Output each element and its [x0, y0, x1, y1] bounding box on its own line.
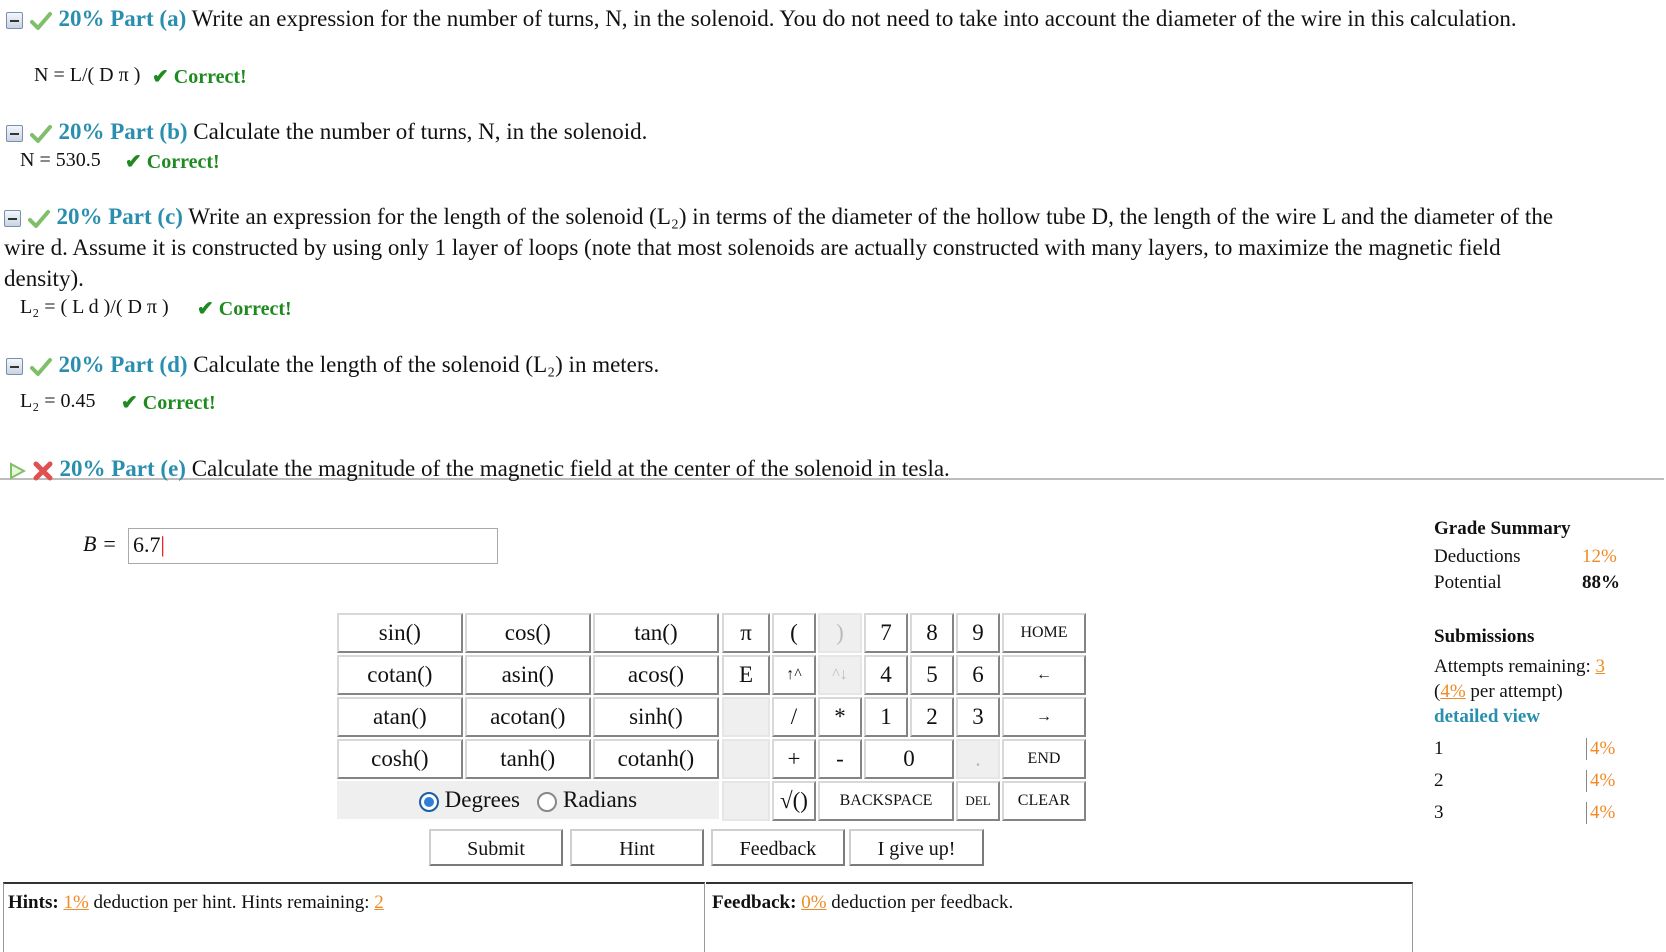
radians-radio[interactable]: [537, 792, 557, 812]
part-a-status: ✔ Correct!: [152, 66, 247, 88]
play-arrow-icon: [8, 462, 26, 480]
key-decimal[interactable]: .: [956, 739, 1000, 779]
part-c-answer: L₂ = ( L d )/( D π ): [20, 296, 169, 318]
key-paren-open[interactable]: (: [772, 613, 816, 653]
key-tanh[interactable]: tanh(): [465, 739, 591, 779]
key-up[interactable]: ↑^: [772, 655, 816, 695]
potential-value: 88%: [1582, 572, 1620, 593]
degrees-radio[interactable]: [419, 792, 439, 812]
deductions-label: Deductions: [1434, 546, 1521, 567]
key-minus[interactable]: -: [818, 739, 862, 779]
key-8[interactable]: 8: [910, 613, 954, 653]
part-b-status: ✔ Correct!: [125, 151, 220, 173]
submission-row: 1 4%: [1434, 738, 1616, 759]
key-empty: [722, 697, 770, 737]
key-cosh[interactable]: cosh(): [337, 739, 463, 779]
feedback-button[interactable]: Feedback: [711, 829, 845, 866]
submit-button[interactable]: Submit: [429, 829, 563, 866]
key-atan[interactable]: atan(): [337, 697, 463, 737]
collapse-icon[interactable]: [6, 125, 23, 142]
checkmark-icon: [29, 123, 53, 145]
part-a-answer: N = L/( D π ): [34, 64, 141, 86]
key-sinh[interactable]: sinh(): [593, 697, 719, 737]
key-asin[interactable]: asin(): [465, 655, 591, 695]
key-divide[interactable]: /: [772, 697, 816, 737]
submissions-list: [1434, 738, 1624, 834]
part-a-prompt: 20% Part (a) Write an expression for the number of turns, N, in the solenoid. You do not need to take into account the diameter of the wire in this calculation.: [6, 4, 1566, 34]
part-b-prompt: 20% Part (b) Calculate the number of turns, N, in the solenoid.: [6, 117, 647, 147]
part-b-answer: N = 530.5: [20, 149, 101, 171]
hints-remaining: 2: [374, 892, 384, 913]
key-home[interactable]: HOME: [1002, 613, 1086, 653]
submission-row: 3 4%: [1434, 802, 1616, 823]
hint-button[interactable]: Hint: [570, 829, 704, 866]
key-down[interactable]: ^↓: [818, 655, 862, 695]
attempts-info: Attempts remaining: 3 (4% per attempt) detailed view: [1434, 656, 1605, 727]
key-9[interactable]: 9: [956, 613, 1000, 653]
key-empty: [722, 781, 770, 821]
key-cotan[interactable]: cotan(): [337, 655, 463, 695]
key-1[interactable]: 1: [864, 697, 908, 737]
key-end[interactable]: END: [1002, 739, 1086, 779]
key-plus[interactable]: +: [772, 739, 816, 779]
key-acos[interactable]: acos(): [593, 655, 719, 695]
collapse-icon[interactable]: [6, 358, 23, 375]
part-a-text: Write an expression for the number of turns, N, in the solenoid. You do not need to take into account the diameter of the wire in this calculation.: [191, 6, 1517, 31]
key-backspace[interactable]: BACKSPACE: [818, 781, 954, 821]
function-keypad: [335, 611, 721, 821]
numeric-keypad: [720, 611, 1088, 823]
submission-row: 2 4%: [1434, 770, 1616, 791]
key-sqrt[interactable]: √(): [772, 781, 816, 821]
key-7[interactable]: 7: [864, 613, 908, 653]
angle-mode: Degrees Radians: [337, 781, 719, 819]
answer-variable: B =: [83, 531, 117, 556]
collapse-icon[interactable]: [4, 210, 21, 227]
key-paren-close[interactable]: ): [818, 613, 862, 653]
key-e[interactable]: E: [722, 655, 770, 695]
key-multiply[interactable]: *: [818, 697, 862, 737]
part-d-status: ✔ Correct!: [121, 392, 216, 414]
feedback-box: Feedback: 0% deduction per feedback.: [706, 882, 1413, 952]
part-d-prompt: 20% Part (d) Calculate the length of the solenoid (L₂) in meters.: [6, 350, 659, 380]
key-left-arrow[interactable]: ←: [1002, 655, 1086, 695]
key-cotanh[interactable]: cotanh(): [593, 739, 719, 779]
key-5[interactable]: 5: [910, 655, 954, 695]
key-sin[interactable]: sin(): [337, 613, 463, 653]
key-cos[interactable]: cos(): [465, 613, 591, 653]
key-3[interactable]: 3: [956, 697, 1000, 737]
key-tan[interactable]: tan(): [593, 613, 719, 653]
hints-box: Hints: 1% deduction per hint. Hints remaining: 2: [3, 882, 705, 952]
key-2[interactable]: 2: [910, 697, 954, 737]
grade-summary-title: Grade Summary: [1434, 518, 1571, 539]
key-empty: [722, 739, 770, 779]
give-up-button[interactable]: I give up!: [849, 829, 984, 866]
checkmark-icon: [29, 356, 53, 378]
part-d-answer: L₂ = 0.45: [20, 390, 96, 412]
part-e-prompt: 20% Part (e) Calculate the magnitude of the magnetic field at the center of the solenoid in tesla.: [8, 454, 950, 484]
part-c-status: ✔ Correct!: [197, 298, 292, 320]
key-clear[interactable]: CLEAR: [1002, 781, 1086, 821]
collapse-icon[interactable]: [6, 12, 23, 29]
submissions-title: Submissions: [1434, 626, 1535, 647]
x-mark-icon: [32, 460, 54, 482]
detailed-view-link[interactable]: detailed view: [1434, 706, 1541, 727]
text-cursor: |: [160, 532, 165, 557]
checkmark-icon: [29, 10, 53, 32]
key-0[interactable]: 0: [864, 739, 954, 779]
potential-label: Potential: [1434, 572, 1502, 593]
key-right-arrow[interactable]: →: [1002, 697, 1086, 737]
attempts-remaining: 3: [1595, 656, 1605, 677]
answer-input[interactable]: 6.7|: [128, 528, 498, 564]
checkmark-icon: [27, 208, 51, 230]
key-6[interactable]: 6: [956, 655, 1000, 695]
key-pi[interactable]: π: [722, 613, 770, 653]
key-del[interactable]: DEL: [956, 781, 1000, 821]
part-c-prompt: 20% Part (c) Write an expression for the length of the solenoid (L₂) in terms of the diameter of the hollow tube D, the length of the wire L and the diameter of the wire d. Assume it is constructed by using only 1 layer of loops (note that most solenoids are actually constructed with many layers, to maximize the magnetic field density).: [4, 204, 1554, 291]
key-acotan[interactable]: acotan(): [465, 697, 591, 737]
key-4[interactable]: 4: [864, 655, 908, 695]
deductions-value: 12%: [1582, 546, 1617, 567]
